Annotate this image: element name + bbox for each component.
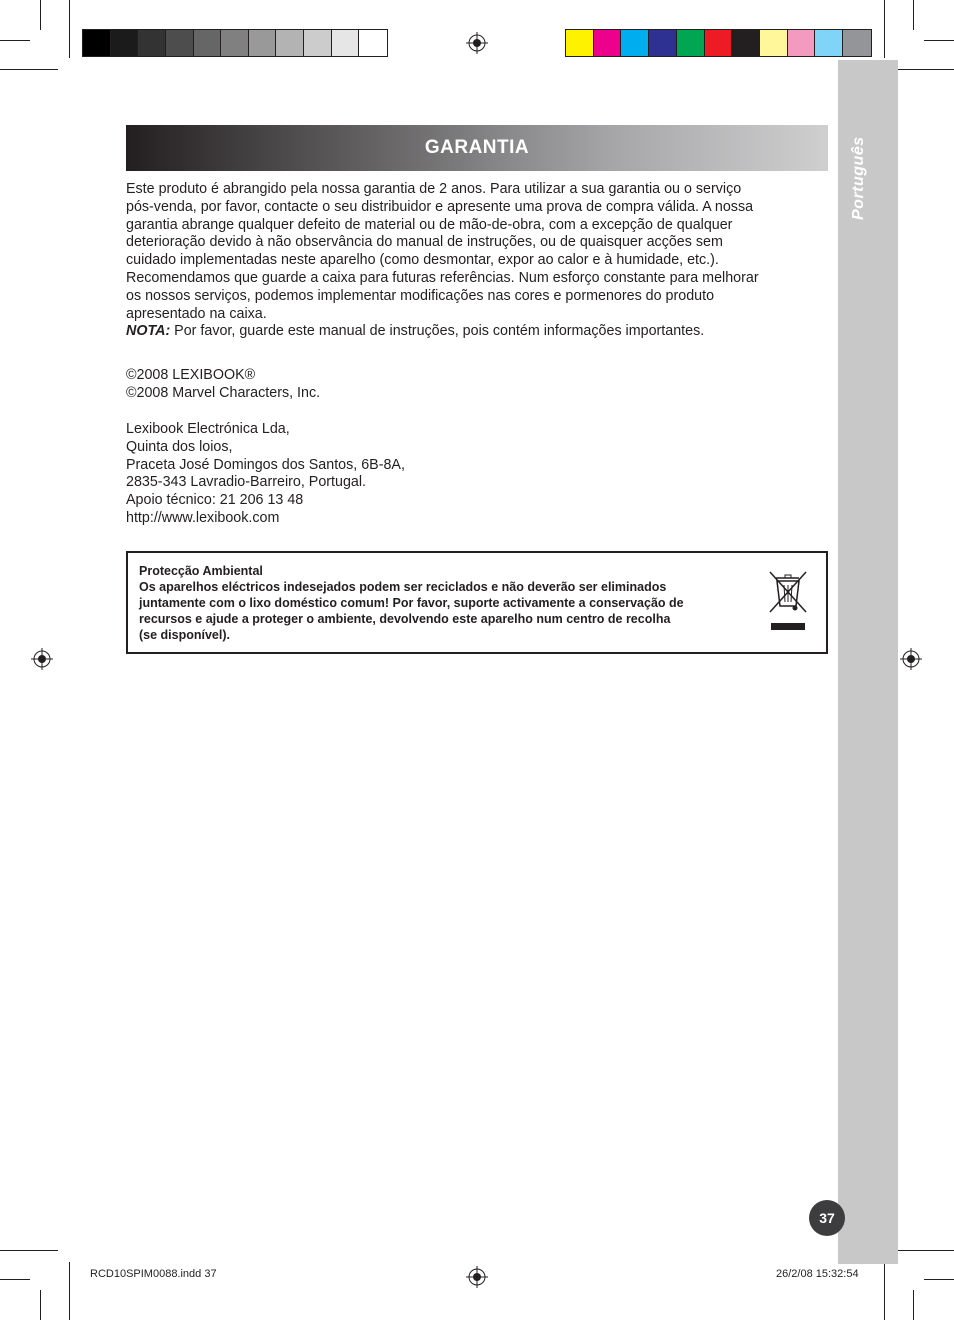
process-color-bar xyxy=(565,29,872,57)
address-block xyxy=(126,421,826,528)
color-swatch xyxy=(249,30,277,56)
footer-date-info: 26/2/08 15:32:54 xyxy=(776,1268,859,1280)
color-swatch xyxy=(194,30,222,56)
website-link[interactable]: http://www.lexibook.com xyxy=(126,509,280,526)
note-paragraph xyxy=(126,323,826,341)
address-line: Praceta José Domingos dos Santos, 6B-8A, xyxy=(126,456,405,473)
warranty-line: garantia abrange qualquer defeito de material ou de mão-de-obra, com a excepção de qualquer xyxy=(126,216,733,233)
color-swatch xyxy=(359,30,387,56)
language-label: Português xyxy=(850,136,867,220)
color-swatch xyxy=(166,30,194,56)
crop-mark xyxy=(924,40,954,41)
crop-mark xyxy=(0,69,58,70)
section-header xyxy=(126,125,828,171)
registration-mark-icon xyxy=(466,32,488,54)
environmental-notice-line: recursos e ajude a proteger o ambiente, devolvendo este aparelho num centro de recolha xyxy=(139,612,671,626)
address-line: Quinta dos loios, xyxy=(126,438,233,455)
color-swatch xyxy=(705,30,733,56)
crop-mark xyxy=(884,1262,885,1320)
color-swatch xyxy=(594,30,622,56)
warranty-line: Este produto é abrangido pela nossa garantia de 2 anos. Para utilizar a sua garantia ou o serviço xyxy=(126,181,742,197)
copyright-block xyxy=(126,367,826,403)
crossed-out-wheelie-bin-icon xyxy=(768,570,808,632)
crop-mark xyxy=(896,69,954,70)
crop-mark xyxy=(69,1262,70,1320)
registration-mark-icon xyxy=(466,1266,488,1288)
note-text: Por favor, guarde este manual de instruções, pois contém informações importantes. xyxy=(170,323,705,340)
copyright-line: ©2008 Marvel Characters, Inc. xyxy=(126,384,321,401)
environmental-notice-line: (se disponível). xyxy=(139,628,230,642)
warranty-line: Recomendamos que guarde a caixa para futuras referências. Num esforço constante para melhorar xyxy=(126,269,759,286)
crop-mark xyxy=(924,1279,954,1280)
address-line: 2835-343 Lavradio-Barreiro, Portugal. xyxy=(126,474,367,491)
crop-mark xyxy=(0,1250,58,1251)
environmental-notice-text xyxy=(139,563,739,643)
color-swatch xyxy=(677,30,705,56)
address-line: Lexibook Electrónica Lda, xyxy=(126,421,290,437)
color-swatch xyxy=(332,30,360,56)
environmental-notice-title: Protecção Ambiental xyxy=(139,564,263,578)
color-swatch xyxy=(276,30,304,56)
crop-mark xyxy=(0,1279,30,1280)
environmental-notice-line: juntamente com o lixo doméstico comum! Por favor, suporte activamente a conservação de xyxy=(139,596,684,610)
footer-file-info: RCD10SPIM0088.indd 37 xyxy=(90,1268,217,1280)
copyright-line: ©2008 LEXIBOOK® xyxy=(126,367,256,383)
crop-mark xyxy=(884,0,885,58)
warranty-line: pós-venda, por favor, contacte o seu distribuidor e apresente uma prova de compra válida. A nossa xyxy=(126,198,754,215)
warranty-line: cuidado implementadas neste aparelho (como desmontar, expor ao calor e à humidade, etc.). xyxy=(126,252,719,269)
color-swatch xyxy=(304,30,332,56)
color-swatch xyxy=(649,30,677,56)
registration-mark-icon xyxy=(900,648,922,670)
note-label: NOTA: xyxy=(126,323,171,340)
color-swatch xyxy=(760,30,788,56)
crop-mark xyxy=(0,40,30,41)
warranty-text xyxy=(126,181,826,341)
grayscale-color-bar xyxy=(82,29,388,57)
warranty-line: deterioração devido à não observância do manual de instruções, ou de quaisquer acções sem xyxy=(126,234,723,251)
crop-mark xyxy=(40,1290,41,1320)
color-swatch xyxy=(732,30,760,56)
color-swatch xyxy=(111,30,139,56)
color-swatch xyxy=(221,30,249,56)
section-title: GARANTIA xyxy=(424,137,530,158)
page-number: 37 xyxy=(809,1200,845,1236)
environmental-notice-box xyxy=(126,551,828,654)
address-line: Apoio técnico: 21 206 13 48 xyxy=(126,492,304,509)
environmental-notice-line: Os aparelhos eléctricos indesejados podem ser reciclados e não deverão ser eliminados xyxy=(139,580,667,594)
crop-mark xyxy=(40,0,41,30)
color-swatch xyxy=(566,30,594,56)
crop-mark xyxy=(896,1250,954,1251)
color-swatch xyxy=(788,30,816,56)
color-swatch xyxy=(138,30,166,56)
warranty-line: apresentado na caixa. xyxy=(126,305,267,322)
warranty-line: os nossos serviços, podemos implementar modificações nas cores e pormenores do produto xyxy=(126,287,715,304)
registration-mark-icon xyxy=(31,648,53,670)
color-swatch xyxy=(621,30,649,56)
crop-mark xyxy=(913,0,914,30)
color-swatch xyxy=(843,30,871,56)
crop-mark xyxy=(69,0,70,58)
color-swatch xyxy=(815,30,843,56)
crop-mark xyxy=(913,1290,914,1320)
color-swatch xyxy=(83,30,111,56)
language-side-tab xyxy=(838,60,898,1264)
